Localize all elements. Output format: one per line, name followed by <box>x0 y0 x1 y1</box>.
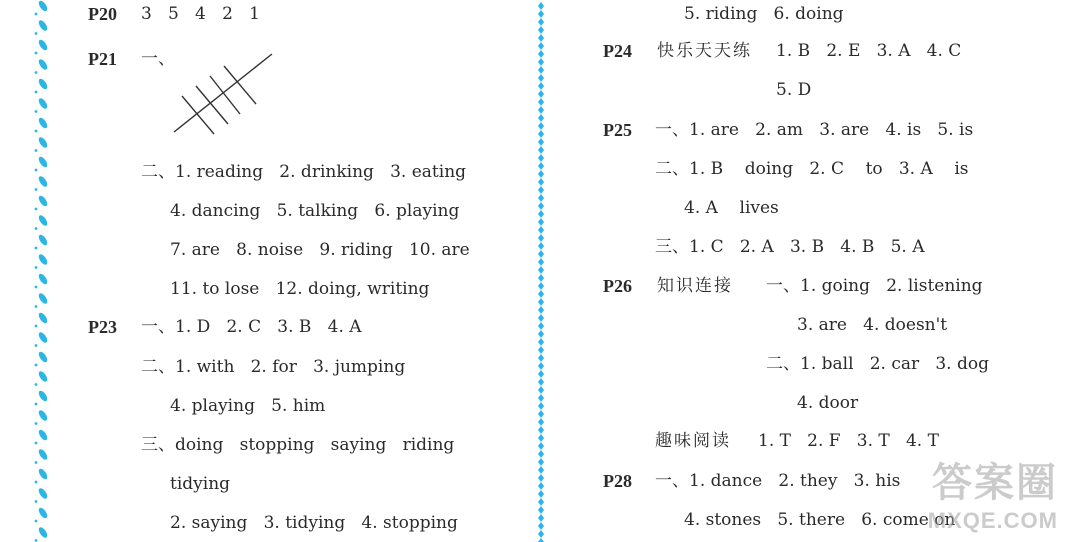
p25-section-1: 一、1. are 2. am 3. are 4. is 5. is <box>655 120 974 140</box>
p28-section-1-line-2: 4. stones 5. there 6. come on <box>684 510 956 530</box>
p21-section-2-line-2: 4. dancing 5. talking 6. playing <box>170 201 460 221</box>
answers-p20: 3 5 4 2 1 <box>141 4 260 24</box>
page-label-p26: P26 <box>603 276 632 296</box>
p23-section-2-line-1: 二、1. with 2. for 3. jumping <box>141 357 406 377</box>
p23-section-3-line-1: 三、doing stopping saying riding <box>141 435 455 455</box>
p21-section-2-line-1: 二、1. reading 2. drinking 3. eating <box>141 162 467 182</box>
decorative-left-border <box>28 0 58 542</box>
page-label-p23: P23 <box>88 317 117 337</box>
page-label-p20: P20 <box>88 4 117 24</box>
p26-section-2-line-2: 4. door <box>797 393 859 413</box>
watermark-url: MXQE.COM <box>927 508 1058 533</box>
page-label-p24: P24 <box>603 41 632 61</box>
section-1-label: 一、 <box>141 49 175 69</box>
matching-lines-figure <box>168 50 278 140</box>
p24-answers-line-1: 1. B 2. E 3. A 4. C <box>776 41 962 61</box>
p26-section-2-line-1: 二、1. ball 2. car 3. dog <box>766 354 989 374</box>
p26-reading-answers: 1. T 2. F 3. T 4. T <box>758 431 939 451</box>
page-divider <box>536 0 546 542</box>
p23-section-2-line-2: 4. playing 5. him <box>170 396 326 416</box>
p26-section-1-line-2: 3. are 4. doesn't <box>797 315 948 335</box>
p25-section-2-line-2: 4. A lives <box>684 198 779 218</box>
continued-answers: 5. riding 6. doing <box>684 4 844 24</box>
p25-section-2-line-1: 二、1. B doing 2. C to 3. A is <box>655 159 969 179</box>
p21-section-2-line-4: 11. to lose 12. doing, writing <box>170 279 430 299</box>
p23-section-3-line-3: 2. saying 3. tidying 4. stopping <box>170 513 458 533</box>
p24-answers-line-2: 5. D <box>776 80 812 100</box>
p21-section-2-line-3: 7. are 8. noise 9. riding 10. are <box>170 240 470 260</box>
p26-title: 知识连接 <box>657 276 733 296</box>
watermark <box>928 451 1058 534</box>
p23-section-1: 一、1. D 2. C 3. B 4. A <box>141 317 362 337</box>
watermark-name: 答案圈 <box>932 461 1058 505</box>
page-label-p25: P25 <box>603 120 632 140</box>
p28-section-1-line-1: 一、1. dance 2. they 3. his <box>655 471 901 491</box>
p24-title: 快乐天天练 <box>657 41 752 61</box>
page-label-p28: P28 <box>603 471 632 491</box>
p26-reading-title: 趣味阅读 <box>655 431 731 451</box>
p26-section-1-line-1: 一、1. going 2. listening <box>766 276 983 296</box>
page-label-p21: P21 <box>88 49 117 69</box>
p25-section-3: 三、1. C 2. A 3. B 4. B 5. A <box>655 237 925 257</box>
p23-section-3-line-2: tidying <box>170 474 231 494</box>
